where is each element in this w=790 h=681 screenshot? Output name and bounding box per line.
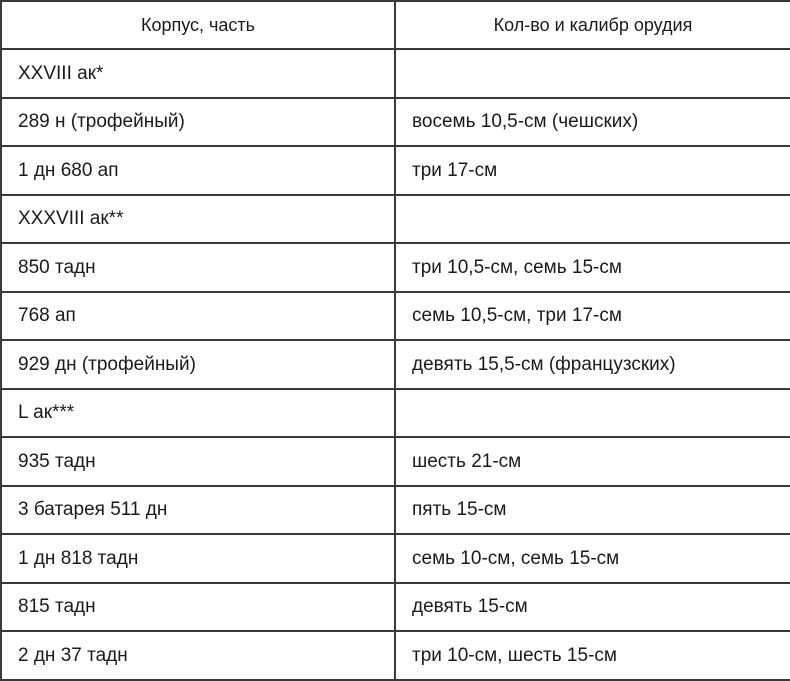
header-guns: Кол-во и калибр орудия: [395, 1, 790, 49]
table-row: [1, 534, 790, 583]
table-row: [1, 98, 790, 147]
unit-cell: 289 н (трофейный): [1, 98, 395, 147]
guns-cell: семь 10-см, семь 15-см: [395, 534, 790, 583]
table-row: [1, 486, 790, 535]
unit-cell: 3 батарея 511 дн: [1, 486, 395, 535]
unit-cell: 1 дн 818 тадн: [1, 534, 395, 583]
table-row: [1, 389, 790, 438]
unit-cell: 850 тадн: [1, 243, 395, 292]
guns-cell: шесть 21-см: [395, 437, 790, 486]
unit-cell: 935 тадн: [1, 437, 395, 486]
table-row: [1, 437, 790, 486]
table-row: [1, 49, 790, 98]
table-row: [1, 583, 790, 632]
table-row: [1, 292, 790, 341]
guns-cell: девять 15-см: [395, 583, 790, 632]
header-unit: Корпус, часть: [1, 1, 395, 49]
guns-cell: пять 15-см: [395, 486, 790, 535]
guns-cell: [395, 195, 790, 244]
header-row: [1, 1, 790, 49]
table-row: [1, 631, 790, 680]
table-row: [1, 146, 790, 195]
unit-cell: 768 ап: [1, 292, 395, 341]
unit-cell: 2 дн 37 тадн: [1, 631, 395, 680]
unit-cell: 815 тадн: [1, 583, 395, 632]
guns-cell: девять 15,5-см (французских): [395, 340, 790, 389]
guns-cell: восемь 10,5-см (чешских): [395, 98, 790, 147]
guns-cell: три 17-см: [395, 146, 790, 195]
guns-cell: [395, 49, 790, 98]
unit-cell: XXVIII ак*: [1, 49, 395, 98]
table-row: [1, 195, 790, 244]
unit-cell: 929 дн (трофейный): [1, 340, 395, 389]
guns-cell: семь 10,5-см, три 17-см: [395, 292, 790, 341]
unit-cell: 1 дн 680 ап: [1, 146, 395, 195]
unit-cell: XXXVIII ак**: [1, 195, 395, 244]
table-row: [1, 340, 790, 389]
unit-cell: L ак***: [1, 389, 395, 438]
guns-cell: три 10-см, шесть 15-см: [395, 631, 790, 680]
guns-cell: три 10,5-см, семь 15-см: [395, 243, 790, 292]
guns-cell: [395, 389, 790, 438]
table-row: [1, 243, 790, 292]
